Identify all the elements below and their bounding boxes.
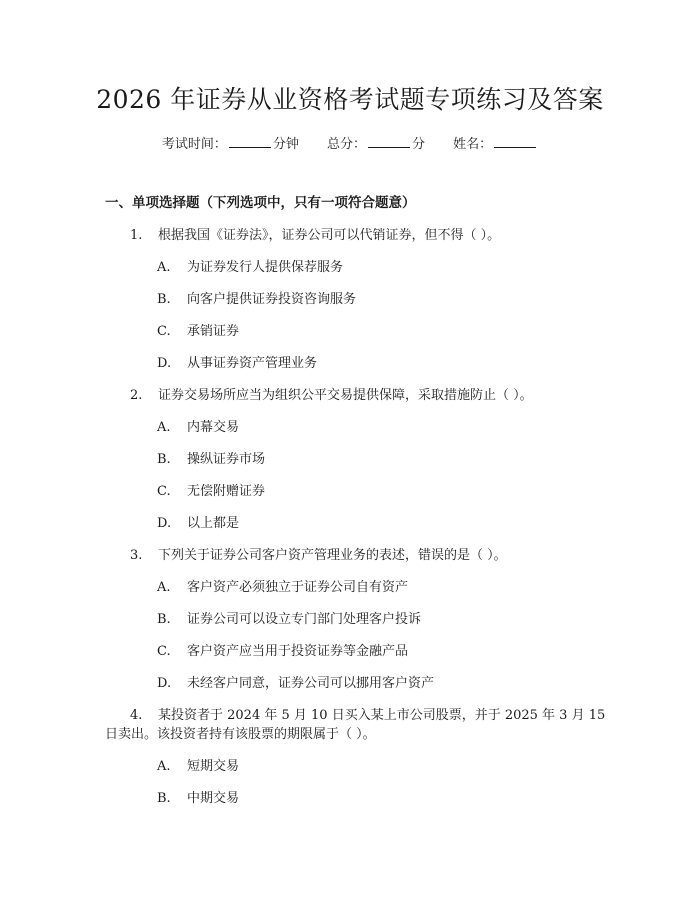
- option-letter: C.: [157, 484, 171, 499]
- exam-time-unit: 分钟: [272, 137, 299, 152]
- option-text: 从事证券资产管理业务: [187, 356, 318, 371]
- question-text: 下列关于证券公司客户资产管理业务的表述，错误的是（ ）。: [158, 548, 507, 563]
- option-text: 无偿附赠证券: [187, 484, 266, 499]
- student-name-blank: [494, 136, 536, 148]
- option-text: 为证券发行人提供保荐服务: [187, 260, 344, 275]
- question-3-option-a: [157, 576, 408, 595]
- question-1-option-b: [157, 288, 356, 307]
- option-text: 证券公司可以设立专门部门处理客户投诉: [187, 612, 422, 627]
- question-2-option-a: [157, 416, 239, 435]
- option-text: 客户资产必须独立于证券公司自有资产: [187, 580, 409, 595]
- question-text: 证券交易场所应当为组织公平交易提供保障，采取措施防止（ ）。: [158, 388, 533, 403]
- total-score-unit: 分: [412, 137, 426, 152]
- option-letter: A.: [157, 420, 171, 435]
- question-2: [130, 384, 533, 403]
- question-2-option-c: [157, 480, 265, 499]
- option-letter: B.: [157, 452, 171, 467]
- question-3-option-c: [157, 640, 408, 659]
- option-text: 未经客户同意，证券公司可以挪用客户资产: [187, 676, 435, 691]
- option-letter: A.: [157, 260, 171, 275]
- question-1-option-a: [157, 256, 343, 275]
- option-text: 短期交易: [187, 759, 240, 774]
- option-text: 操纵证券市场: [187, 452, 266, 467]
- question-text-line-1: 某投资者于 2024 年 5 月 10 日买入某上市公司股票，并于 2025 年 3 月 15: [158, 708, 606, 723]
- option-letter: D.: [157, 516, 172, 531]
- question-number: 3.: [130, 548, 143, 563]
- question-1-option-d: [157, 352, 317, 371]
- question-1: [130, 224, 500, 243]
- option-letter: B.: [157, 292, 171, 307]
- total-score-blank: [368, 136, 410, 148]
- section-heading: 一、单项选择题（下列选项中，只有一项符合题意）: [105, 195, 416, 211]
- question-4-continuation: 日卖出。该投资者持有该股票的期限属于（ ）。: [105, 727, 376, 742]
- question-1-option-c: [157, 320, 239, 339]
- question-2-option-b: [157, 448, 265, 467]
- total-score-label: 总分：: [326, 137, 366, 152]
- question-3-option-d: [157, 672, 434, 691]
- option-text: 中期交易: [187, 791, 240, 806]
- question-number: 1.: [130, 228, 143, 243]
- document-title: 2026 年证券从业资格考试题专项练习及答案: [96, 85, 604, 114]
- option-letter: D.: [157, 356, 172, 371]
- question-number: 2.: [130, 388, 143, 403]
- option-letter: B.: [157, 612, 171, 627]
- option-text: 客户资产应当用于投资证券等金融产品: [187, 644, 409, 659]
- total-score: [327, 133, 425, 152]
- option-letter: D.: [157, 676, 172, 691]
- exam-time-label: 考试时间：: [161, 137, 227, 152]
- question-4: [130, 704, 605, 723]
- student-name-label: 姓名：: [453, 137, 493, 152]
- option-text: 向客户提供证券投资咨询服务: [187, 292, 357, 307]
- exam-meta-line: [0, 133, 700, 152]
- option-text: 以上都是: [187, 516, 240, 531]
- question-2-option-d: [157, 512, 239, 531]
- question-4-option-a: [157, 755, 239, 774]
- option-letter: C.: [157, 324, 171, 339]
- option-letter: B.: [157, 791, 171, 806]
- question-number: 4.: [130, 708, 143, 723]
- option-letter: A.: [157, 580, 171, 595]
- student-name: [453, 133, 538, 152]
- question-4-option-b: [157, 787, 239, 806]
- exam-time-blank: [229, 136, 271, 148]
- exam-time: [162, 133, 299, 152]
- question-3: [130, 544, 507, 563]
- question-text: 根据我国《证券法》，证券公司可以代销证券，但不得（ ）。: [158, 228, 501, 243]
- option-text: 承销证券: [187, 324, 240, 339]
- option-letter: A.: [157, 759, 171, 774]
- option-text: 内幕交易: [187, 420, 240, 435]
- question-3-option-b: [157, 608, 421, 627]
- option-letter: C.: [157, 644, 171, 659]
